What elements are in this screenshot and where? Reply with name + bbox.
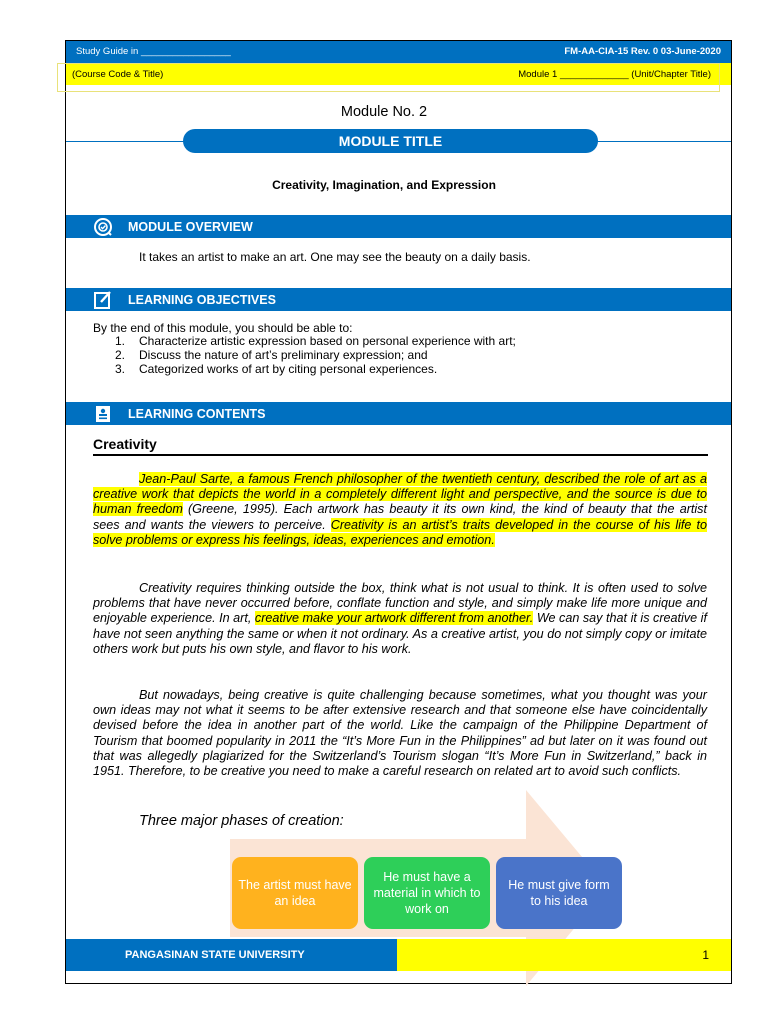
list-text: Characterize artistic expression based on personal experience with art;	[139, 334, 516, 348]
phase-label: He must give form to his idea	[508, 878, 610, 908]
module-title: MODULE TITLE	[183, 129, 598, 153]
list-text: Categorized works of art by citing personal experiences.	[139, 362, 438, 376]
search-icon	[93, 217, 113, 237]
section-heading: LEARNING CONTENTS	[128, 407, 266, 421]
subheading-rule	[93, 454, 708, 456]
paragraph-3: But nowadays, being creative is quite challenging because sometimes, what you thought was your own ideas may not what it seems to be after extensive research and that someone else have coincidentally devised before the idea in another part of the world. Like the campaign of the Philippine Department of Tourism that boomed popularity in 2011 the “It’s More Fun in the Philippines” ad but later on it was found out that was allegedly plagiarized for the Switzerland’s Tourism slogan “It’s More Fun in Switzerland,” back in 1951. Therefore, to be creative you need to make a careful research on related art to avoid such conflicts.	[93, 688, 707, 779]
body-text: We can say that it is creative if have not seen anything the same or when it not ordinary. As a creative artist, you do not simply copy or imitate others work but puts his own style, and flavor to his work.	[93, 611, 707, 656]
module-chapter-label: Module 1 _____________ (Unit/Chapter Title)	[518, 69, 711, 80]
body-text: Creativity requires thinking outside the box, think what is not usual to think. It is often used to solve problems that have never occurred before, conflate function and style, and simply make life more unique and enjoyable experience. In art,	[93, 581, 707, 626]
list-item	[115, 334, 516, 348]
form-code: FM-AA-CIA-15 Rev. 0 03-June-2020	[564, 46, 721, 57]
list-number: 2.	[115, 348, 126, 362]
highlighted-text: Jean-Paul Sarte, a famous French philosopher of the twentieth century, described the role of art as a creative work that depicts the world in a completely different light and perspective, and the source is due to human freedom	[93, 472, 707, 517]
phase-box	[364, 857, 490, 929]
paragraph-2	[93, 581, 707, 657]
paragraph-1	[93, 472, 707, 548]
section-heading: MODULE OVERVIEW	[128, 220, 253, 234]
list-text: Discuss the nature of art’s preliminary expression; and	[139, 348, 428, 362]
university-name: PANGASINAN STATE UNIVERSITY	[125, 949, 305, 961]
objectives-list	[115, 334, 516, 376]
objectives-intro: By the end of this module, you should be able to:	[93, 321, 353, 335]
header-bar	[66, 41, 731, 63]
overview-section-bar	[66, 215, 731, 238]
course-code-label: (Course Code & Title)	[72, 69, 164, 80]
list-number: 3.	[115, 362, 126, 376]
section-heading: LEARNING OBJECTIVES	[128, 293, 276, 307]
module-topic: Creativity, Imagination, and Expression	[272, 178, 496, 192]
overview-text: It takes an artist to make an art. One may see the beauty on a daily basis.	[139, 250, 531, 264]
content-subheading: Creativity	[93, 436, 157, 452]
list-number: 1.	[115, 334, 126, 348]
module-number: Module No. 2	[340, 104, 428, 120]
header-frame	[57, 63, 720, 92]
phase-box	[232, 857, 358, 929]
document-icon	[93, 404, 113, 424]
list-item	[115, 348, 516, 362]
footer-page-bar	[397, 939, 731, 971]
study-guide-label: Study Guide in _________________	[76, 46, 231, 57]
contents-section-bar	[66, 402, 731, 425]
edit-icon	[93, 290, 113, 310]
highlighted-text: creative make your artwork different from another.	[254, 611, 534, 626]
phases-title: Three major phases of creation:	[139, 813, 344, 829]
list-item	[115, 362, 516, 376]
highlighted-text: Creativity is an artist’s traits developed in the course of his life to solve problems or express his feelings, ideas, experiences and emotion.	[93, 517, 707, 547]
phase-label: He must have a material in which to work on	[373, 870, 481, 916]
page-number: 1	[702, 948, 709, 962]
footer-university-bar	[66, 939, 397, 971]
body-text: (Greene, 1995). Each artwork has beauty it its own kind, the kind of beauty that the artist sees and wants the viewers to perceive.	[93, 502, 707, 532]
phase-box	[496, 857, 622, 929]
objectives-section-bar	[66, 288, 731, 311]
phase-label: The artist must have an idea	[238, 878, 352, 908]
